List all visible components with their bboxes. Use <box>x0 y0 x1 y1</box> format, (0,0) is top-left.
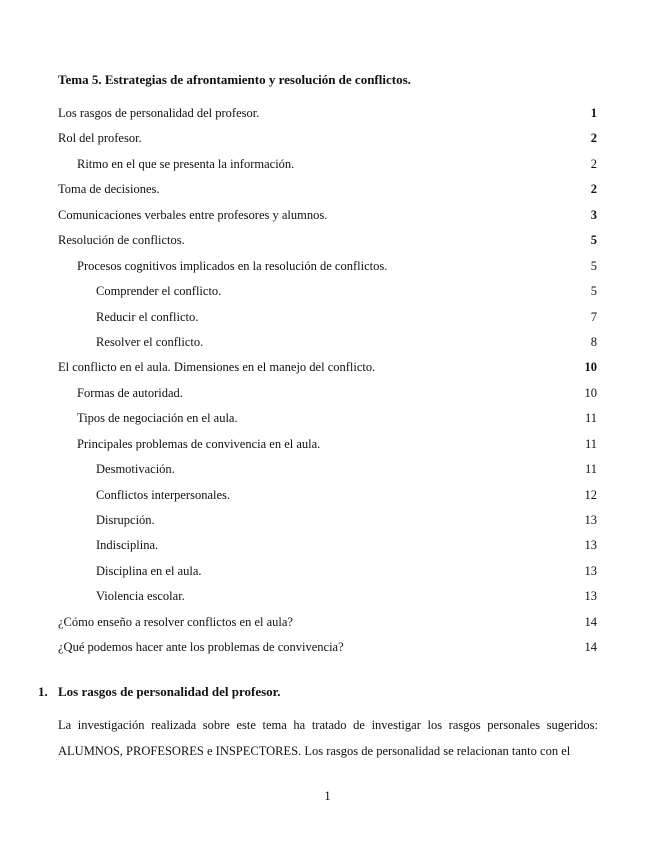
toc-entry-page: 8 <box>590 334 597 349</box>
toc-entry-label: Tipos de negociación en el aula. <box>77 411 238 426</box>
section-heading <box>38 684 280 700</box>
toc-entry-label: Conflictos interpersonales. <box>96 487 230 502</box>
paragraph-line: ALUMNOS, PROFESORES e INSPECTORES. Los rasgos de personalidad se relacionan tanto con el <box>58 744 571 758</box>
toc-entry[interactable] <box>0 385 655 410</box>
toc-entry-label: Reducir el conflicto. <box>96 309 199 324</box>
toc-entry-page: 5 <box>590 258 597 273</box>
toc-entry-label: Ritmo en el que se presenta la información. <box>77 156 295 171</box>
toc-entry-page: 13 <box>584 513 597 527</box>
body-paragraph <box>58 712 598 764</box>
section-title: Los rasgos de personalidad del profesor. <box>58 684 281 699</box>
toc-entry-label: Resolución de conflictos. <box>58 233 185 248</box>
toc-entry-label: Procesos cognitivos implicados en la resolución de conflictos. <box>77 258 388 273</box>
toc-entry[interactable] <box>0 105 655 130</box>
toc-entry-label: Violencia escolar. <box>96 589 185 604</box>
toc-entry-label: Resolver el conflicto. <box>96 334 204 349</box>
toc-entry[interactable] <box>0 232 655 257</box>
toc-entry-page: 2 <box>590 156 597 171</box>
toc-entry-label: Formas de autoridad. <box>77 385 183 400</box>
page-number: 1 <box>324 788 331 803</box>
toc-entry-label: Disciplina en el aula. <box>96 563 202 578</box>
toc-entry-page: 5 <box>590 233 597 248</box>
toc-entry[interactable] <box>0 639 655 664</box>
toc-entry[interactable] <box>0 156 655 181</box>
toc-entry-page: 2 <box>590 182 597 197</box>
toc-entry-label: Los rasgos de personalidad del profesor. <box>58 106 260 120</box>
toc-entry-page: 2 <box>590 131 597 146</box>
toc-entry-page: 11 <box>584 436 597 451</box>
section-number: 1. <box>38 684 48 699</box>
toc-entry-page: 5 <box>590 284 597 299</box>
toc-entry[interactable] <box>0 487 655 512</box>
toc-entry-page: 12 <box>584 487 597 502</box>
toc-entry-page: 13 <box>584 589 597 604</box>
table-of-contents <box>0 105 655 665</box>
toc-entry-label: El conflicto en el aula. Dimensiones en el manejo del conflicto. <box>58 360 376 375</box>
toc-entry-page: 13 <box>584 563 597 578</box>
toc-entry-label: Desmotivación. <box>96 462 175 477</box>
toc-entry-label: ¿Qué podemos hacer ante los problemas de convivencia? <box>58 640 344 655</box>
toc-entry[interactable] <box>0 181 655 206</box>
toc-entry-page: 11 <box>584 462 597 477</box>
toc-entry-page: 10 <box>584 360 597 375</box>
toc-entry-page: 13 <box>584 538 597 553</box>
toc-entry[interactable] <box>0 436 655 461</box>
toc-entry-label: Disrupción. <box>96 513 155 527</box>
toc-entry[interactable] <box>0 207 655 232</box>
toc-entry-label: Rol del profesor. <box>58 131 142 146</box>
toc-entry-page: 1 <box>590 106 597 120</box>
toc-entry[interactable] <box>0 283 655 308</box>
toc-entry[interactable] <box>0 334 655 359</box>
toc-entry-label: ¿Cómo enseño a resolver conflictos en el aula? <box>58 614 293 629</box>
toc-entry[interactable] <box>0 359 655 384</box>
toc-entry[interactable] <box>0 309 655 334</box>
toc-entry[interactable] <box>0 410 655 435</box>
toc-entry[interactable] <box>0 512 655 537</box>
toc-entry[interactable] <box>0 563 655 588</box>
paragraph-line: La investigación realizada sobre este tema ha tratado de investigar los rasgos personales sugeridos: <box>58 718 598 732</box>
toc-entry-label: Principales problemas de convivencia en el aula. <box>77 436 321 451</box>
toc-entry[interactable] <box>0 588 655 613</box>
toc-entry[interactable] <box>0 258 655 283</box>
toc-entry-label: Indisciplina. <box>96 538 159 553</box>
toc-entry-label: Toma de decisiones. <box>58 182 160 197</box>
toc-entry[interactable] <box>0 461 655 486</box>
toc-entry-page: 7 <box>590 309 597 324</box>
toc-entry[interactable] <box>0 537 655 562</box>
toc-entry-page: 14 <box>584 614 597 629</box>
toc-entry[interactable] <box>0 130 655 155</box>
toc-entry-label: Comprender el conflicto. <box>96 284 222 299</box>
toc-entry-page: 11 <box>584 411 597 426</box>
toc-entry-label: Comunicaciones verbales entre profesores y alumnos. <box>58 207 328 222</box>
toc-entry[interactable] <box>0 614 655 639</box>
toc-entry-page: 14 <box>584 640 597 655</box>
toc-entry-page: 10 <box>584 385 597 400</box>
document-title: Tema 5. Estrategias de afrontamiento y resolución de conflictos. <box>58 72 411 87</box>
toc-entry-page: 3 <box>590 207 597 222</box>
